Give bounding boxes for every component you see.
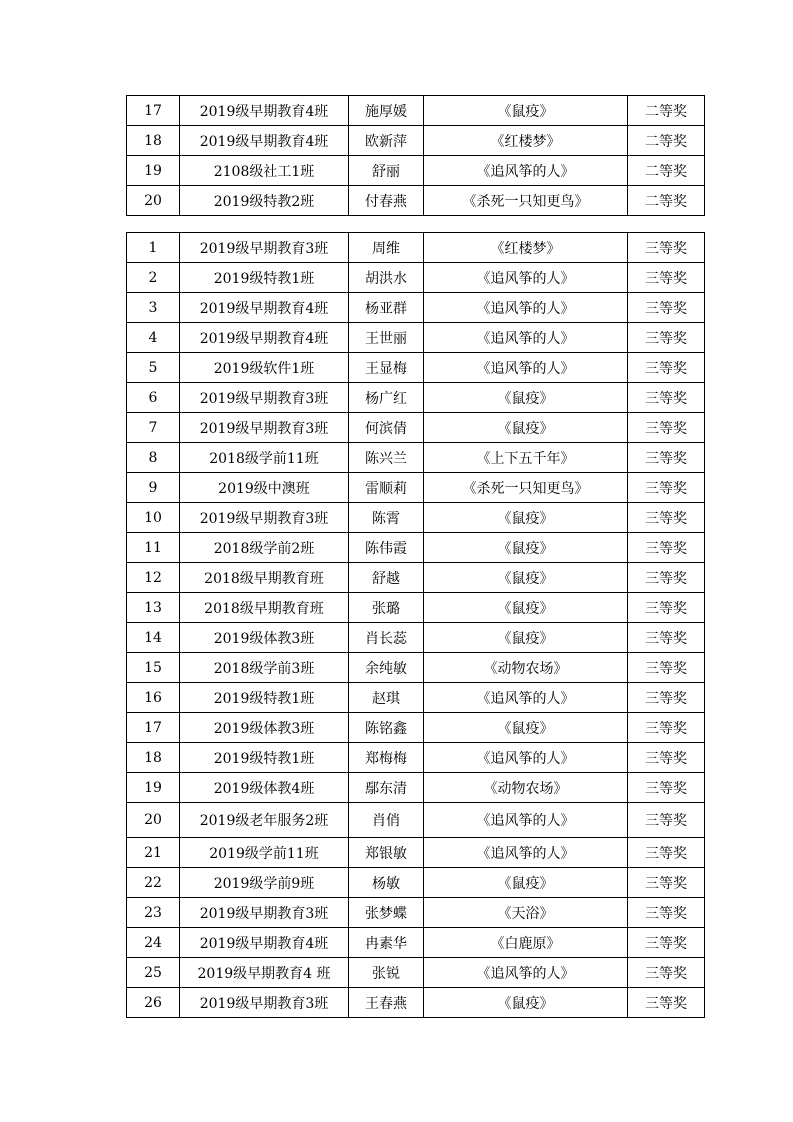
table-row (127, 413, 705, 443)
row-number-cell: 20 (127, 803, 180, 838)
table-row (127, 683, 705, 713)
award-level-cell: 三等奖 (628, 803, 705, 838)
row-number-cell: 17 (127, 713, 180, 743)
class-name-cell: 2019级体教3班 (180, 713, 349, 743)
class-name-cell: 2019级中澳班 (180, 473, 349, 503)
book-title-cell: 《追风筝的人》 (424, 743, 628, 773)
class-name-cell: 2019级早期教育3班 (180, 988, 349, 1018)
table-row (127, 473, 705, 503)
table-row (127, 803, 705, 838)
row-number-cell: 21 (127, 838, 180, 868)
student-name-cell: 陈铭鑫 (349, 713, 424, 743)
class-name-cell: 2019级早期教育4 班 (180, 958, 349, 988)
award-level-cell: 三等奖 (628, 773, 705, 803)
award-level-cell: 三等奖 (628, 593, 705, 623)
book-title-cell: 《鼠疫》 (424, 383, 628, 413)
student-name-cell: 肖俏 (349, 803, 424, 838)
row-number-cell: 14 (127, 623, 180, 653)
book-title-cell: 《动物农场》 (424, 773, 628, 803)
award-level-cell: 三等奖 (628, 293, 705, 323)
third-prize-body (127, 233, 705, 1018)
book-title-cell: 《鼠疫》 (424, 503, 628, 533)
book-title-cell: 《鼠疫》 (424, 96, 628, 126)
row-number-cell: 25 (127, 958, 180, 988)
award-level-cell: 二等奖 (628, 156, 705, 186)
table-row (127, 958, 705, 988)
book-title-cell: 《鼠疫》 (424, 988, 628, 1018)
award-level-cell: 三等奖 (628, 838, 705, 868)
award-level-cell: 三等奖 (628, 713, 705, 743)
class-name-cell: 2019级早期教育4班 (180, 323, 349, 353)
student-name-cell: 施厚媛 (349, 96, 424, 126)
student-name-cell: 王春燕 (349, 988, 424, 1018)
award-level-cell: 三等奖 (628, 503, 705, 533)
book-title-cell: 《追风筝的人》 (424, 156, 628, 186)
student-name-cell: 张梦蝶 (349, 898, 424, 928)
book-title-cell: 《天浴》 (424, 898, 628, 928)
class-name-cell: 2019级早期教育4班 (180, 126, 349, 156)
table-row (127, 623, 705, 653)
book-title-cell: 《鼠疫》 (424, 563, 628, 593)
table-row (127, 503, 705, 533)
row-number-cell: 24 (127, 928, 180, 958)
book-title-cell: 《追风筝的人》 (424, 293, 628, 323)
award-level-cell: 三等奖 (628, 473, 705, 503)
row-number-cell: 16 (127, 683, 180, 713)
award-level-cell: 二等奖 (628, 126, 705, 156)
table-row (127, 868, 705, 898)
class-name-cell: 2019级老年服务2班 (180, 803, 349, 838)
table-row (127, 383, 705, 413)
book-title-cell: 《鼠疫》 (424, 623, 628, 653)
table-row (127, 126, 705, 156)
student-name-cell: 周维 (349, 233, 424, 263)
student-name-cell: 郑银敏 (349, 838, 424, 868)
class-name-cell: 2018级早期教育班 (180, 563, 349, 593)
class-name-cell: 2019级早期教育4班 (180, 928, 349, 958)
award-level-cell: 三等奖 (628, 353, 705, 383)
table-row (127, 563, 705, 593)
class-name-cell: 2019级体教4班 (180, 773, 349, 803)
student-name-cell: 张璐 (349, 593, 424, 623)
student-name-cell: 杨广红 (349, 383, 424, 413)
student-name-cell: 陈兴兰 (349, 443, 424, 473)
table-row (127, 293, 705, 323)
class-name-cell: 2018级学前3班 (180, 653, 349, 683)
class-name-cell: 2019级早期教育4班 (180, 293, 349, 323)
award-level-cell: 三等奖 (628, 533, 705, 563)
award-level-cell: 三等奖 (628, 958, 705, 988)
book-title-cell: 《追风筝的人》 (424, 353, 628, 383)
table-row (127, 353, 705, 383)
award-level-cell: 二等奖 (628, 96, 705, 126)
award-level-cell: 二等奖 (628, 186, 705, 216)
row-number-cell: 3 (127, 293, 180, 323)
class-name-cell: 2019级体教3班 (180, 623, 349, 653)
class-name-cell: 2019级学前9班 (180, 868, 349, 898)
row-number-cell: 12 (127, 563, 180, 593)
student-name-cell: 舒丽 (349, 156, 424, 186)
book-title-cell: 《鼠疫》 (424, 868, 628, 898)
second-prize-table (126, 95, 705, 216)
row-number-cell: 23 (127, 898, 180, 928)
book-title-cell: 《追风筝的人》 (424, 323, 628, 353)
table-row (127, 233, 705, 263)
row-number-cell: 13 (127, 593, 180, 623)
row-number-cell: 10 (127, 503, 180, 533)
class-name-cell: 2018级早期教育班 (180, 593, 349, 623)
award-level-cell: 三等奖 (628, 623, 705, 653)
class-name-cell: 2019级特教1班 (180, 683, 349, 713)
row-number-cell: 4 (127, 323, 180, 353)
award-level-cell: 三等奖 (628, 653, 705, 683)
row-number-cell: 17 (127, 96, 180, 126)
award-level-cell: 三等奖 (628, 868, 705, 898)
row-number-cell: 19 (127, 773, 180, 803)
book-title-cell: 《追风筝的人》 (424, 683, 628, 713)
table-row (127, 323, 705, 353)
student-name-cell: 何滨倩 (349, 413, 424, 443)
student-name-cell: 余纯敏 (349, 653, 424, 683)
book-title-cell: 《红楼梦》 (424, 126, 628, 156)
third-prize-table (126, 232, 705, 1018)
row-number-cell: 9 (127, 473, 180, 503)
table-row (127, 593, 705, 623)
award-level-cell: 三等奖 (628, 928, 705, 958)
table-row (127, 928, 705, 958)
student-name-cell: 付春燕 (349, 186, 424, 216)
book-title-cell: 《上下五千年》 (424, 443, 628, 473)
class-name-cell: 2019级早期教育4班 (180, 96, 349, 126)
award-level-cell: 三等奖 (628, 323, 705, 353)
class-name-cell: 2019级早期教育3班 (180, 233, 349, 263)
row-number-cell: 20 (127, 186, 180, 216)
award-level-cell: 三等奖 (628, 683, 705, 713)
book-title-cell: 《追风筝的人》 (424, 263, 628, 293)
student-name-cell: 胡洪水 (349, 263, 424, 293)
class-name-cell: 2019级特教1班 (180, 263, 349, 293)
book-title-cell: 《白鹿原》 (424, 928, 628, 958)
award-level-cell: 三等奖 (628, 443, 705, 473)
student-name-cell: 鄢东清 (349, 773, 424, 803)
row-number-cell: 22 (127, 868, 180, 898)
row-number-cell: 26 (127, 988, 180, 1018)
class-name-cell: 2018级学前2班 (180, 533, 349, 563)
table-row (127, 156, 705, 186)
student-name-cell: 舒越 (349, 563, 424, 593)
student-name-cell: 张锐 (349, 958, 424, 988)
row-number-cell: 6 (127, 383, 180, 413)
student-name-cell: 陈霄 (349, 503, 424, 533)
award-level-cell: 三等奖 (628, 563, 705, 593)
student-name-cell: 雷顺莉 (349, 473, 424, 503)
award-level-cell: 三等奖 (628, 898, 705, 928)
table-row (127, 186, 705, 216)
row-number-cell: 18 (127, 743, 180, 773)
row-number-cell: 7 (127, 413, 180, 443)
table-row (127, 96, 705, 126)
table-row (127, 988, 705, 1018)
book-title-cell: 《追风筝的人》 (424, 958, 628, 988)
student-name-cell: 冉素华 (349, 928, 424, 958)
student-name-cell: 王显梅 (349, 353, 424, 383)
award-level-cell: 三等奖 (628, 383, 705, 413)
table-row (127, 653, 705, 683)
class-name-cell: 2019级特教1班 (180, 743, 349, 773)
book-title-cell: 《鼠疫》 (424, 593, 628, 623)
table-row (127, 898, 705, 928)
class-name-cell: 2019级早期教育3班 (180, 383, 349, 413)
award-level-cell: 三等奖 (628, 413, 705, 443)
book-title-cell: 《红楼梦》 (424, 233, 628, 263)
student-name-cell: 郑梅梅 (349, 743, 424, 773)
row-number-cell: 8 (127, 443, 180, 473)
class-name-cell: 2108级社工1班 (180, 156, 349, 186)
second-prize-body (127, 96, 705, 216)
book-title-cell: 《鼠疫》 (424, 533, 628, 563)
table-row (127, 263, 705, 293)
book-title-cell: 《鼠疫》 (424, 713, 628, 743)
student-name-cell: 肖长蕊 (349, 623, 424, 653)
book-title-cell: 《杀死一只知更鸟》 (424, 473, 628, 503)
award-level-cell: 三等奖 (628, 263, 705, 293)
award-level-cell: 三等奖 (628, 988, 705, 1018)
row-number-cell: 18 (127, 126, 180, 156)
row-number-cell: 19 (127, 156, 180, 186)
class-name-cell: 2019级早期教育3班 (180, 503, 349, 533)
book-title-cell: 《动物农场》 (424, 653, 628, 683)
table-row (127, 773, 705, 803)
table-row (127, 838, 705, 868)
student-name-cell: 欧新萍 (349, 126, 424, 156)
student-name-cell: 杨亚群 (349, 293, 424, 323)
class-name-cell: 2018级学前11班 (180, 443, 349, 473)
class-name-cell: 2019级早期教育3班 (180, 898, 349, 928)
student-name-cell: 陈伟霞 (349, 533, 424, 563)
class-name-cell: 2019级软件1班 (180, 353, 349, 383)
book-title-cell: 《鼠疫》 (424, 413, 628, 443)
row-number-cell: 15 (127, 653, 180, 683)
student-name-cell: 王世丽 (349, 323, 424, 353)
row-number-cell: 11 (127, 533, 180, 563)
award-level-cell: 三等奖 (628, 233, 705, 263)
book-title-cell: 《杀死一只知更鸟》 (424, 186, 628, 216)
class-name-cell: 2019级学前11班 (180, 838, 349, 868)
student-name-cell: 赵琪 (349, 683, 424, 713)
row-number-cell: 5 (127, 353, 180, 383)
row-number-cell: 2 (127, 263, 180, 293)
table-row (127, 743, 705, 773)
table-row (127, 713, 705, 743)
class-name-cell: 2019级特教2班 (180, 186, 349, 216)
book-title-cell: 《追风筝的人》 (424, 803, 628, 838)
student-name-cell: 杨敏 (349, 868, 424, 898)
book-title-cell: 《追风筝的人》 (424, 838, 628, 868)
table-row (127, 533, 705, 563)
row-number-cell: 1 (127, 233, 180, 263)
award-level-cell: 三等奖 (628, 743, 705, 773)
table-row (127, 443, 705, 473)
class-name-cell: 2019级早期教育3班 (180, 413, 349, 443)
